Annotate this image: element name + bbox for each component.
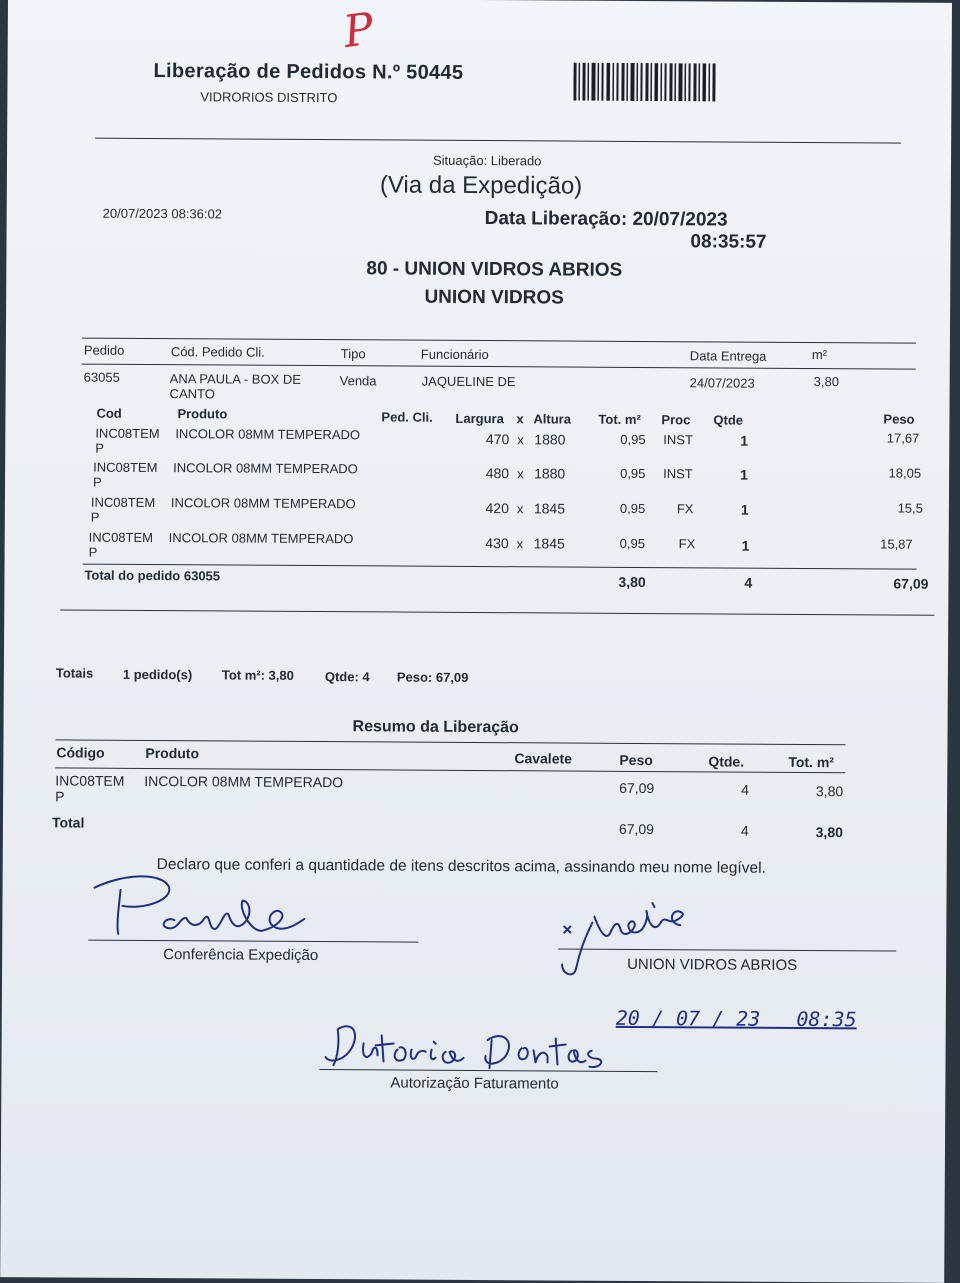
col-qtde: Qtde: [713, 412, 744, 428]
col-funcionario: Funcionário: [420, 346, 489, 363]
order-total-label: Total do pedido 63055: [84, 567, 221, 584]
summary-total-qtde: 4: [740, 822, 749, 839]
order-total-peso: 67,09: [893, 575, 929, 592]
order-total-qtde: 4: [744, 574, 753, 591]
item-qtde: 1: [740, 432, 749, 449]
item-cod: INC08TEMP: [88, 529, 154, 560]
handwritten-mark: P: [340, 3, 377, 59]
item-altura: 1880: [534, 465, 566, 482]
item-qtde: 1: [740, 501, 749, 518]
item-peso: 15,5: [897, 500, 923, 516]
client-line-1: 80 - UNION VIDROS ABRIOS: [366, 258, 623, 281]
item-peso: 15,87: [880, 536, 913, 552]
order-data-entrega: 24/07/2023: [689, 375, 755, 391]
item-x: x: [517, 432, 524, 448]
item-tot-m2: 0,95: [620, 465, 646, 482]
summary-col-codigo: Código: [56, 744, 105, 761]
col-proc: Proc: [661, 412, 691, 428]
col-data-entrega: Data Entrega: [689, 348, 767, 364]
item-x: x: [516, 501, 524, 517]
col-ped-cli: Ped. Cli.: [381, 409, 433, 425]
document-title: Liberação de Pedidos N.º 50445: [153, 60, 464, 84]
cliente-label: UNION VIDROS ABRIOS: [627, 955, 798, 974]
item-qtde: 1: [740, 466, 748, 483]
header-divider: [95, 138, 901, 144]
item-altura: 1845: [533, 500, 566, 517]
company-name: VIDRORIOS DISTRITO: [200, 89, 338, 106]
col-largura: Largura: [455, 410, 504, 427]
item-produto: INCOLOR 08MM TEMPERADO: [168, 530, 354, 547]
summary-tot-m2: 3,80: [815, 783, 844, 800]
item-x: x: [516, 536, 524, 552]
summary-total-label: Total: [51, 814, 85, 831]
item-cod: INC08TEMP: [90, 494, 156, 525]
item-x: x: [517, 466, 524, 482]
col-m2: m²: [811, 347, 828, 363]
item-produto: INCOLOR 08MM TEMPERADO: [175, 426, 361, 443]
totals-qtde: Qtde: 4: [324, 669, 370, 685]
col-produto: Produto: [177, 406, 228, 422]
signature-line-conferencia: [88, 940, 418, 943]
order-tipo: Venda: [339, 373, 377, 389]
col-tipo: Tipo: [340, 346, 366, 362]
item-altura: 1845: [533, 535, 565, 552]
item-produto: INCOLOR 08MM TEMPERADO: [173, 460, 358, 477]
order-cod-pedido-cli: ANA PAULA - BOX DE CANTO: [169, 371, 301, 402]
item-peso: 17,67: [886, 430, 920, 446]
handwritten-datetime: 20 / 07 / 23 08:35: [615, 1005, 857, 1032]
client-line-2: UNION VIDROS: [424, 286, 564, 309]
item-proc: INST: [663, 466, 693, 482]
summary-qtde: 4: [741, 781, 750, 798]
item-tot-m2: 0,95: [619, 500, 646, 517]
item-altura: 1880: [534, 431, 566, 448]
summary-produto: INCOLOR 08MM TEMPERADO: [144, 772, 344, 791]
summary-peso: 67,09: [619, 779, 655, 797]
item-proc: FX: [678, 536, 696, 552]
col-cod-pedido-cli: Cód. Pedido Cli.: [170, 344, 265, 360]
signature-autorizacao: [315, 1015, 615, 1077]
order-total-m2: 3,80: [618, 573, 646, 591]
item-proc: INST: [663, 432, 693, 448]
totals-pedidos: 1 pedido(s): [122, 666, 193, 683]
declaration-text: Declaro que conferi a quantidade de itens descritos acima, assinando meu nome legível.: [156, 856, 766, 877]
col-altura: Altura: [533, 411, 572, 427]
item-largura: 480: [485, 465, 510, 482]
section-divider: [60, 609, 934, 615]
col-peso: Peso: [883, 411, 915, 427]
order-m2: 3,80: [813, 374, 840, 390]
summary-col-tot-m2: Tot. m²: [788, 753, 835, 771]
item-largura: 470: [485, 431, 510, 448]
signature-conferencia: [82, 870, 322, 941]
summary-col-cavalete: Cavalete: [514, 750, 573, 767]
item-produto: INCOLOR 08MM TEMPERADO: [170, 495, 356, 512]
col-cod: Cod: [96, 405, 122, 421]
status-label: Situação: Liberado: [432, 152, 542, 169]
order-table-top: [82, 338, 916, 344]
item-largura: 430: [485, 535, 509, 552]
summary-codigo: INC08TEMP: [55, 772, 125, 805]
conferencia-label: Conferência Expedição: [163, 946, 319, 965]
item-tot-m2: 0,95: [620, 431, 646, 448]
col-tot-m2: Tot. m²: [598, 411, 641, 427]
summary-total-tot-m2: 3,80: [815, 824, 843, 841]
item-cod: INC08TEMP: [95, 425, 160, 456]
order-funcionario: JAQUELINE DE: [421, 373, 516, 390]
totals-peso: Peso: 67,09: [396, 669, 469, 685]
item-peso: 18,05: [888, 465, 922, 481]
item-largura: 420: [485, 500, 509, 517]
copy-type: (Via da Expedição): [379, 171, 583, 200]
order-pedido: 63055: [83, 369, 120, 385]
item-cod: INC08TEMP: [93, 459, 158, 490]
summary-col-qtde: Qtde.: [708, 753, 745, 770]
item-proc: FX: [676, 501, 694, 517]
release-time: 08:35:57: [690, 231, 767, 253]
summary-total-peso: 67,09: [618, 820, 655, 838]
summary-title: Resumo da Liberação: [352, 718, 519, 737]
col-x: x: [516, 411, 524, 427]
item-tot-m2: 0,95: [619, 535, 646, 552]
release-date: Data Liberação: 20/07/2023: [484, 208, 728, 231]
autorizacao-label: Autorização Faturamento: [390, 1074, 559, 1093]
summary-col-produto: Produto: [145, 744, 200, 762]
item-qtde: 1: [741, 537, 750, 554]
totals-label: Totais: [55, 665, 94, 681]
col-pedido: Pedido: [83, 342, 125, 358]
totals-m2: Tot m²: 3,80: [221, 667, 294, 683]
barcode-icon: [573, 63, 715, 102]
printed-at: 20/07/2023 08:36:02: [102, 205, 223, 222]
summary-col-peso: Peso: [619, 751, 653, 769]
order-header-divider: [82, 364, 916, 370]
